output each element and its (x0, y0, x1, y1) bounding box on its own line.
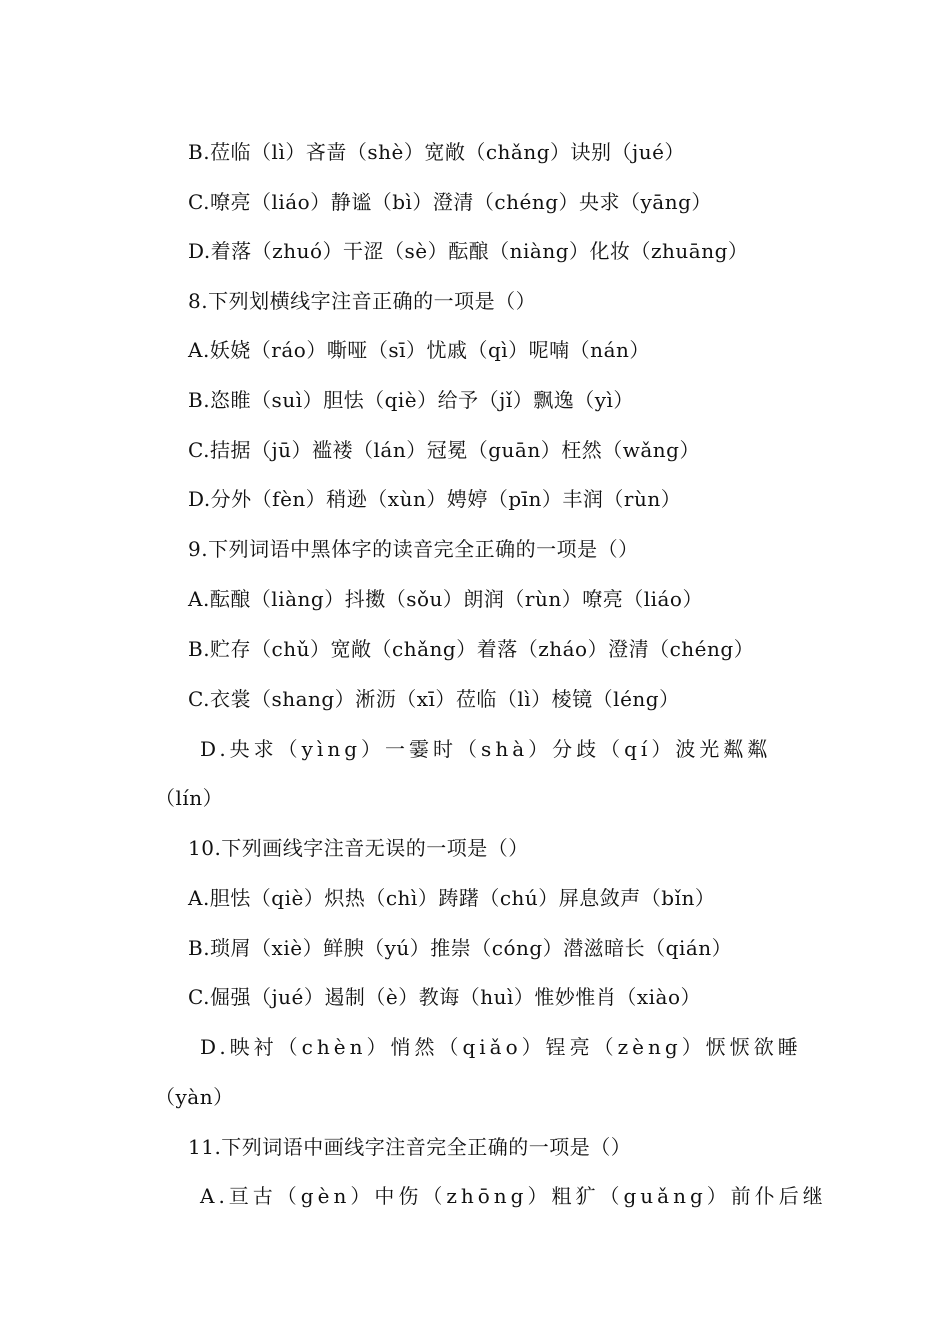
option-line: B.莅临（lì）吝啬（shè）宽敞（chǎng）诀别（jué） (188, 140, 685, 164)
option-line: C.倔强（jué）遏制（è）教诲（huì）惟妙惟肖（xiào） (188, 985, 701, 1009)
option-line: A.妖娆（ráo）嘶哑（sī）忧戚（qì）呢喃（nán） (188, 338, 650, 362)
option-line-continuation: （yàn） (155, 1085, 234, 1109)
option-line: D.分外（fèn）稍逊（xùn）娉婷（pīn）丰润（rùn） (188, 487, 682, 511)
option-line: A.酝酿（liàng）抖擞（sǒu）朗润（rùn）嘹亮（liáo） (188, 587, 703, 611)
option-line: C.拮据（jū）褴褛（lán）冠冕（guān）枉然（wǎng） (188, 438, 700, 462)
question-10: 10.下列画线字注音无误的一项是（） (188, 836, 529, 860)
option-line: B.恣睢（suì）胆怯（qiè）给予（jǐ）飘逸（yì） (188, 388, 634, 412)
option-line: A.亘古（gèn）中伤（zhōng）粗犷（guǎng）前仆后继 (200, 1184, 827, 1208)
question-9: 9.下列词语中黑体字的读音完全正确的一项是（） (188, 537, 639, 561)
option-line: D.映衬（chèn）悄然（qiǎo）锃亮（zèng）恹恹欲睡 (200, 1035, 802, 1059)
option-line: A.胆怯（qiè）炽热（chì）踌躇（chú）屏息敛声（bǐn） (188, 886, 716, 910)
question-8: 8.下列划横线字注音正确的一项是（） (188, 289, 537, 313)
option-line: C.嘹亮（liáo）静谧（bì）澄清（chéng）央求（yāng） (188, 190, 712, 214)
option-line-continuation: （lín） (155, 786, 224, 810)
option-line: B.琐屑（xiè）鲜腴（yú）推崇（cóng）潜滋暗长（qián） (188, 936, 733, 960)
question-11: 11.下列词语中画线字注音完全正确的一项是（） (188, 1135, 632, 1159)
option-line: D.央求（yìng）一霎时（shà）分歧（qí）波光粼粼 (200, 737, 772, 761)
option-line: C.衣裳（shang）淅沥（xī）莅临（lì）棱镜（léng） (188, 687, 680, 711)
option-line: B.贮存（chǔ）宽敞（chǎng）着落（zháo）澄清（chéng） (188, 637, 755, 661)
option-line: D.着落（zhuó）干涩（sè）酝酿（niàng）化妆（zhuāng） (188, 239, 749, 263)
